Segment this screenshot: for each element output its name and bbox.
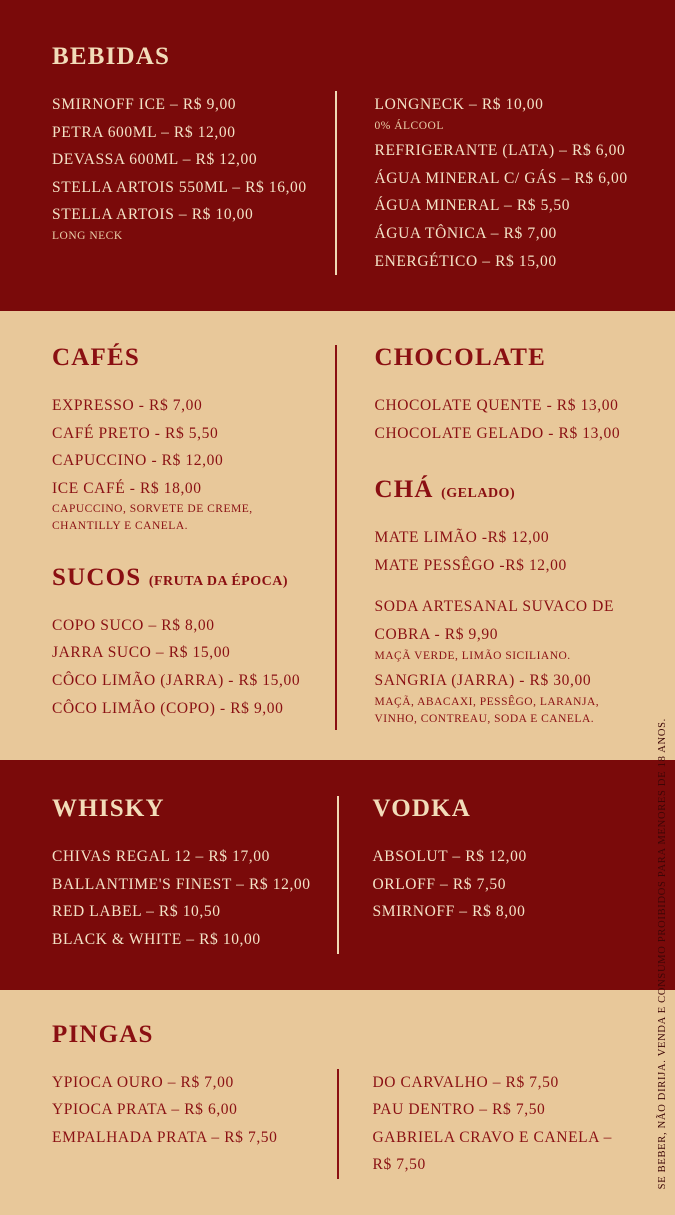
menu-item: CHOCOLATE QUENTE - R$ 13,00 <box>374 397 619 415</box>
menu-item: STELLA ARTOIS 550ML – R$ 16,00 <box>52 178 307 196</box>
column-right-pingas <box>339 1069 636 1179</box>
column-left-pingas <box>52 1069 337 1179</box>
menu-item: EXPRESSO - R$ 7,00 <box>52 397 203 415</box>
menu-item: ORLOFF – R$ 7,50 <box>372 875 507 893</box>
menu-item: CAPUCCINO - R$ 12,00 <box>52 452 224 470</box>
menu-item: BLACK & WHITE – R$ 10,00 <box>52 930 261 948</box>
section-whisky <box>0 760 675 989</box>
menu-item: PETRA 600ML – R$ 12,00 <box>52 123 236 141</box>
menu-item: CHOCOLATE GELADO - R$ 13,00 <box>374 424 621 442</box>
menu-item: CÔCO LIMÃO (COPO) - R$ 9,00 <box>52 699 284 717</box>
section-title-cafes: CAFÉS <box>52 344 140 372</box>
section-title-pingas: PINGAS <box>52 1020 154 1048</box>
section-title-sucos-paren: (FRUTA DA ÉPOCA) <box>148 573 289 589</box>
menu-item: BALLANTIME'S FINEST – R$ 12,00 <box>52 875 311 893</box>
menu-item: ÁGUA MINERAL C/ GÁS – R$ 6,00 <box>374 169 628 187</box>
menu-item-note: CAPUCCINO, SORVETE DE CREME, CHANTILLY E CANELA. <box>52 503 253 533</box>
column-left-bebidas <box>52 91 335 275</box>
menu-item: ÁGUA MINERAL – R$ 5,50 <box>374 197 571 215</box>
column-left-cafes <box>52 345 335 730</box>
menu-item: SMIRNOFF – R$ 8,00 <box>372 903 526 921</box>
menu-item: ENERGÉTICO – R$ 15,00 <box>374 252 557 270</box>
section-title-sucos-label: SUCOS <box>52 563 142 591</box>
menu-item: MATE LIMÃO -R$ 12,00 <box>374 529 550 547</box>
section-title-whisky: WHISKY <box>52 795 165 823</box>
section-title-vodka: VODKA <box>372 795 472 823</box>
column-left-whisky <box>52 796 337 953</box>
menu-item: DO CARVALHO – R$ 7,50 <box>372 1073 559 1091</box>
menu-item: COPO SUCO – R$ 8,00 <box>52 616 215 634</box>
menu-item: RED LABEL – R$ 10,50 <box>52 903 221 921</box>
columns-bebidas <box>52 91 635 275</box>
menu-item: MATE PESSÊGO -R$ 12,00 <box>374 556 567 574</box>
legal-warning <box>653 718 671 1188</box>
menu-item: ICE CAFÉ - R$ 18,00 <box>52 479 202 497</box>
menu-item: ÁGUA TÔNICA – R$ 7,00 <box>374 224 557 242</box>
legal-warning-text: SE BEBER, NÃO DIRIJA. VENDA E CONSUMO PROIBIDOS PARA MENORES DE 18 ANOS. <box>656 718 668 1190</box>
section-title-bebidas: BEBIDAS <box>52 43 171 70</box>
menu-item-note: LONG NECK <box>52 229 123 242</box>
menu-item: REFRIGERANTE (LATA) – R$ 6,00 <box>374 142 626 160</box>
columns-cafes <box>52 345 635 730</box>
menu-item: CAFÉ PRETO - R$ 5,50 <box>52 424 219 442</box>
menu-item: EMPALHADA PRATA – R$ 7,50 <box>52 1128 278 1146</box>
menu-item: GABRIELA CRAVO E CANELA – R$ 7,50 <box>372 1128 612 1174</box>
column-right-chocolate <box>337 345 636 730</box>
section-title-cha-label: CHÁ <box>374 476 434 504</box>
menu-item: ABSOLUT – R$ 12,00 <box>372 848 527 866</box>
menu-item: YPIOCA PRATA – R$ 6,00 <box>52 1101 238 1119</box>
column-right-bebidas <box>337 91 636 275</box>
menu-item: LONGNECK – R$ 10,00 <box>374 96 544 113</box>
menu-item: YPIOCA OURO – R$ 7,00 <box>52 1073 234 1091</box>
menu-item: CHIVAS REGAL 12 – R$ 17,00 <box>52 848 270 866</box>
menu-item: CÔCO LIMÃO (JARRA) - R$ 15,00 <box>52 671 301 689</box>
section-title-cha <box>375 477 636 502</box>
menu-item-note: 0% ÁLCOOL <box>374 119 444 132</box>
menu-item: SMIRNOFF ICE – R$ 9,00 <box>52 96 237 113</box>
section-title-cha-paren: (GELADO) <box>441 486 516 502</box>
menu-item: SANGRIA (JARRA) - R$ 30,00 <box>374 672 592 690</box>
section-pingas <box>0 990 675 1215</box>
menu-item: DEVASSA 600ML – R$ 12,00 <box>52 151 258 169</box>
menu-item: STELLA ARTOIS – R$ 10,00 <box>52 206 254 224</box>
columns-whisky <box>52 796 635 953</box>
menu-item: JARRA SUCO – R$ 15,00 <box>52 644 231 662</box>
menu-item: SODA ARTESANAL SUVACO DE COBRA - R$ 9,90 <box>374 598 615 644</box>
section-bebidas <box>0 0 675 311</box>
section-cafes <box>0 311 675 760</box>
section-title-chocolate: CHOCOLATE <box>374 344 546 372</box>
columns-pingas <box>52 1069 635 1179</box>
menu-item: PAU DENTRO – R$ 7,50 <box>372 1101 546 1119</box>
spacer <box>375 579 636 593</box>
menu-item-note: MAÇÃ VERDE, LIMÃO SICILIANO. <box>374 649 571 662</box>
menu-item-note: MAÇÃ, ABACAXI, PESSÊGO, LARANJA, VINHO, CONTREAU, SODA E CANELA. <box>374 695 600 725</box>
section-title-sucos <box>52 565 313 590</box>
column-right-vodka <box>339 796 636 953</box>
